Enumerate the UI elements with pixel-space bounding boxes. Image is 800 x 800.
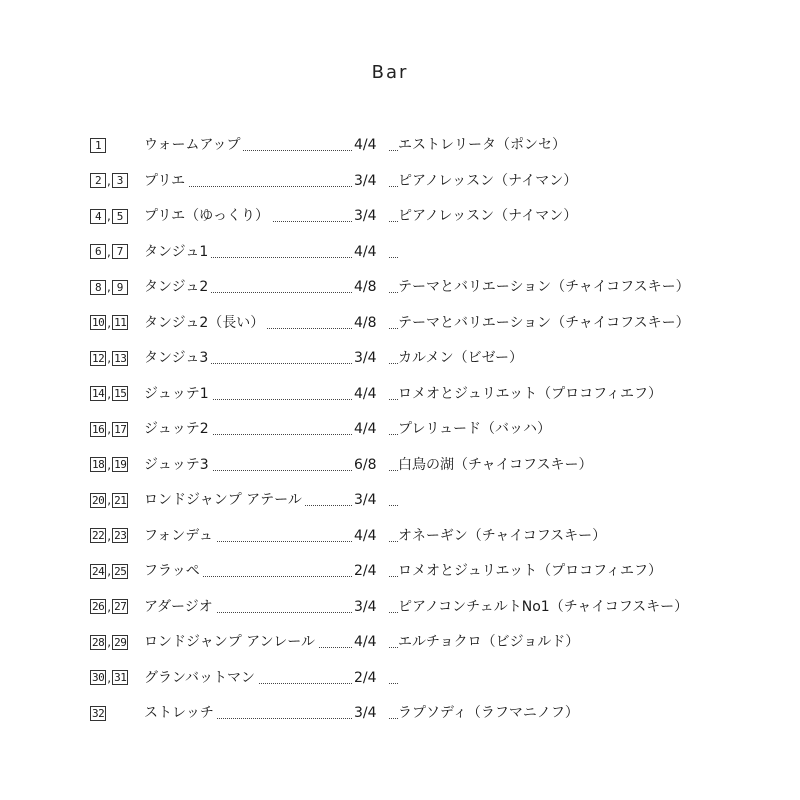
time-signature: 2/4 — [352, 663, 388, 693]
track-row — [90, 272, 770, 308]
track-number-box: 7 — [112, 244, 128, 259]
music-title: テーマとバリエーション（チャイコフスキー） — [398, 279, 690, 295]
track-name-label: アダージオ — [144, 599, 216, 615]
time-signature: 3/4 — [352, 201, 388, 231]
track-numbers — [90, 272, 128, 302]
track-number-box: 14 — [92, 387, 105, 400]
music-title: ラプソディ（ラフマニノフ） — [398, 705, 579, 721]
track-numbers — [90, 698, 106, 728]
track-row — [90, 556, 770, 592]
track-number-box: 3 — [112, 173, 128, 188]
track-number-box: 28 — [92, 635, 105, 649]
track-number-box: 10 — [92, 316, 105, 329]
track-row — [90, 166, 770, 202]
track-row — [90, 663, 770, 699]
track-name-label: フォンデュ — [144, 528, 216, 544]
time-signature: 4/4 — [352, 130, 388, 160]
track-number-box: 25 — [114, 564, 127, 578]
track-number-box: 15 — [114, 387, 127, 400]
track-number-box: 32 — [92, 706, 105, 720]
track-number-box: 26 — [92, 600, 105, 613]
track-number-box: 2 — [90, 173, 106, 188]
track-numbers — [90, 592, 128, 622]
track-row — [90, 521, 770, 557]
track-number-box: 6 — [90, 244, 106, 259]
track-number-separator: , — [107, 280, 111, 294]
time-signature: 3/4 — [352, 485, 388, 515]
track-number-box: 21 — [114, 493, 127, 507]
track-row — [90, 237, 770, 273]
track-number-box: 9 — [112, 280, 128, 295]
track-numbers — [90, 450, 128, 480]
time-signature: 4/4 — [352, 627, 388, 657]
track-numbers — [90, 556, 128, 586]
track-row — [90, 414, 770, 450]
track-number-box: 13 — [114, 351, 127, 365]
time-signature: 3/4 — [352, 592, 388, 622]
music-title: ピアノレッスン（ナイマン） — [398, 172, 578, 189]
track-row — [90, 698, 770, 734]
page-title: Bar — [371, 62, 409, 83]
time-signature: 3/4 — [352, 343, 388, 373]
track-number-box: 5 — [112, 209, 128, 224]
track-number-box: 8 — [90, 280, 106, 295]
track-number-box: 20 — [92, 493, 105, 507]
music-title: エストレリータ（ポンセ） — [398, 137, 566, 153]
track-number-box: 31 — [114, 671, 127, 684]
track-name-label: プリエ（ゆっくり） — [144, 208, 272, 224]
track-number-separator: , — [107, 422, 112, 436]
track-name-label: フラッペ — [144, 563, 203, 579]
track-numbers — [90, 308, 128, 338]
track-name-label: ジュッテ1 — [144, 386, 212, 402]
track-row — [90, 308, 770, 344]
track-number-separator: , — [107, 173, 111, 188]
music-title: 白鳥の湖（チャイコフスキー） — [398, 456, 593, 473]
track-number-box: 22 — [92, 529, 105, 542]
track-row — [90, 485, 770, 521]
track-number-box: 27 — [114, 600, 127, 613]
track-name-label: プリエ — [144, 173, 188, 189]
track-name-label: タンジュ1 — [144, 244, 211, 260]
music-title: テーマとバリエーション（チャイコフスキー） — [398, 314, 690, 331]
music-title: オネーギン（チャイコフスキー） — [398, 527, 607, 544]
track-number-box: 11 — [114, 316, 127, 329]
time-signature: 2/4 — [352, 556, 388, 586]
track-number-box: 23 — [114, 529, 127, 542]
track-name-label: ロンドジャンプ アンレール — [144, 634, 318, 650]
track-name-label: ジュッテ2 — [144, 421, 212, 437]
track-name-label: ジュッテ3 — [144, 457, 212, 473]
track-numbers — [90, 485, 128, 515]
time-signature: 4/8 — [352, 272, 388, 302]
track-number-separator: , — [107, 457, 112, 472]
music-title: プレリュード（バッハ） — [398, 421, 552, 437]
track-numbers — [90, 201, 128, 231]
track-numbers — [90, 627, 128, 657]
track-numbers — [90, 414, 128, 444]
music-title: エルチョクロ（ビジョルド） — [398, 634, 580, 650]
track-numbers — [90, 663, 128, 693]
time-signature: 4/8 — [352, 308, 388, 338]
time-signature: 3/4 — [352, 698, 388, 728]
track-number-separator: , — [107, 386, 112, 401]
track-number-separator: , — [107, 670, 112, 685]
track-name-label: タンジュ3 — [144, 350, 211, 366]
track-number-separator: , — [107, 209, 111, 223]
track-row — [90, 627, 770, 663]
track-number-box: 16 — [92, 422, 105, 436]
track-number-separator: , — [107, 351, 112, 365]
track-row — [90, 343, 770, 379]
music-title: ロメオとジュリエット（プロコフィエフ） — [398, 385, 663, 402]
track-name-label: グランバットマン — [144, 670, 258, 686]
track-number-separator: , — [107, 635, 112, 649]
track-number-box: 30 — [92, 671, 105, 684]
track-numbers — [90, 343, 128, 373]
track-number-box: 17 — [114, 422, 127, 436]
track-numbers — [90, 521, 128, 551]
track-number-separator: , — [107, 599, 112, 614]
track-row — [90, 130, 770, 166]
track-name-label: ストレッチ — [144, 705, 217, 721]
track-number-box: 19 — [114, 458, 127, 471]
track-number-box: 12 — [92, 351, 105, 365]
track-list — [90, 130, 770, 734]
track-number-separator: , — [107, 244, 111, 259]
track-name-label: タンジュ2 — [144, 279, 211, 295]
track-numbers — [90, 130, 106, 160]
music-title: ピアノレッスン（ナイマン） — [398, 208, 578, 224]
track-name-label: ロンドジャンプ アテール — [144, 492, 305, 508]
music-title: カルメン（ビゼー） — [398, 350, 524, 366]
time-signature: 6/8 — [352, 450, 388, 480]
time-signature: 3/4 — [352, 166, 388, 196]
time-signature: 4/4 — [352, 379, 388, 409]
time-signature: 4/4 — [352, 237, 388, 267]
track-number-box: 24 — [92, 564, 105, 578]
track-number-separator: , — [107, 528, 112, 543]
track-number-box: 18 — [92, 458, 105, 471]
track-numbers — [90, 237, 128, 267]
track-number-box: 29 — [114, 635, 127, 649]
time-signature: 4/4 — [352, 414, 388, 444]
track-number-separator: , — [107, 564, 112, 578]
track-name-label: ウォームアップ — [144, 137, 243, 153]
track-row — [90, 592, 770, 628]
track-number-separator: , — [107, 493, 112, 507]
track-numbers — [90, 166, 128, 196]
time-signature: 4/4 — [352, 521, 388, 551]
track-number-separator: , — [107, 315, 112, 330]
track-number-box: 4 — [90, 209, 106, 224]
track-numbers — [90, 379, 128, 409]
music-title: ピアノコンチェルトNo1（チャイコフスキー） — [398, 598, 689, 615]
track-row — [90, 201, 770, 237]
track-row — [90, 379, 770, 415]
track-number-box: 1 — [90, 138, 106, 153]
track-row — [90, 450, 770, 486]
track-name-label: タンジュ2（長い） — [144, 315, 267, 331]
music-title: ロメオとジュリエット（プロコフィエフ） — [398, 563, 663, 579]
